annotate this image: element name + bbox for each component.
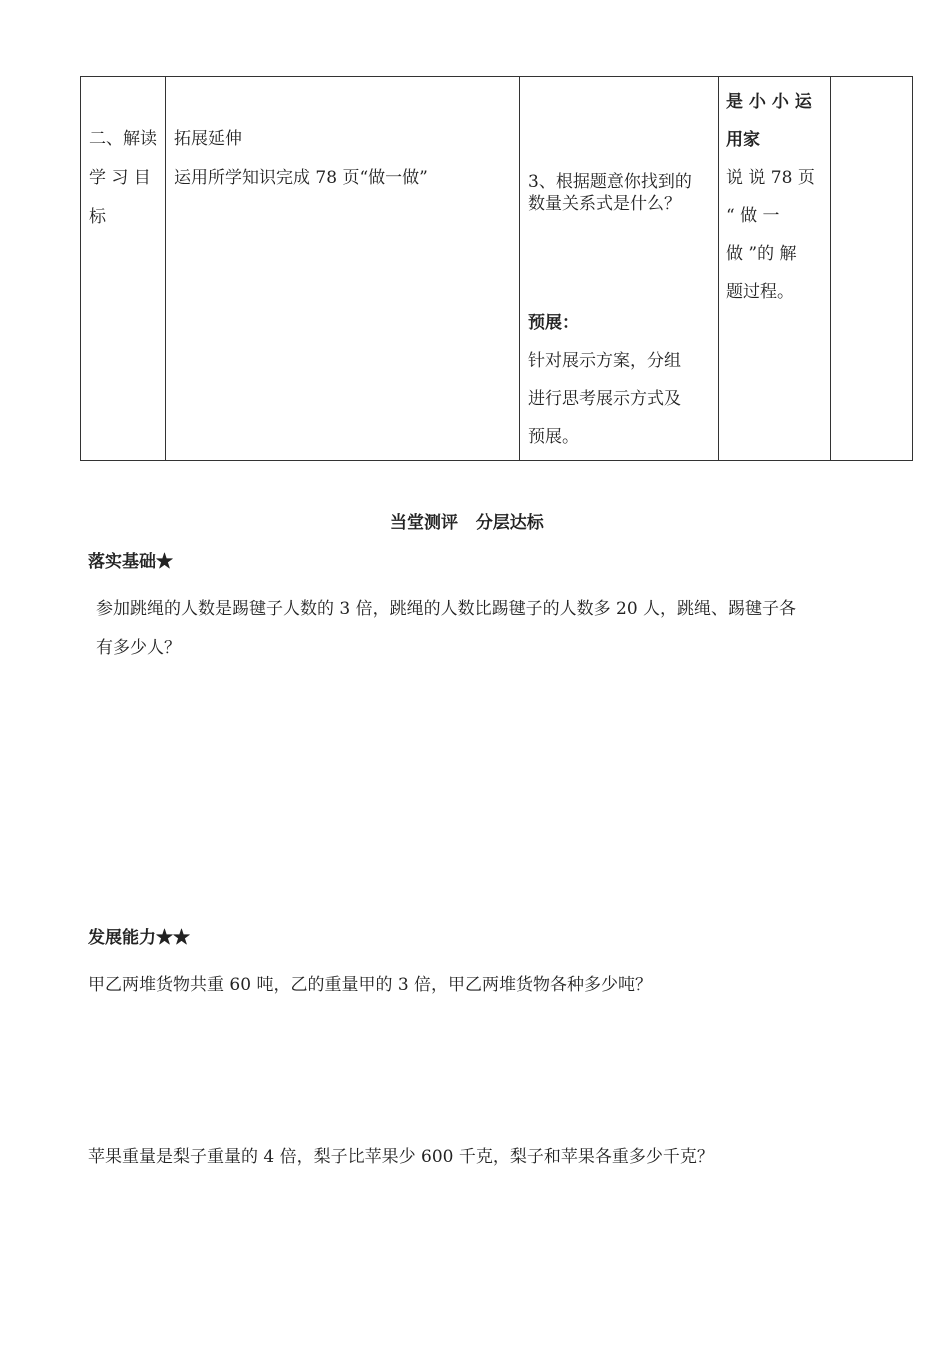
table-cell-empty	[831, 77, 913, 461]
lesson-table	[80, 76, 913, 461]
task-bold-line-2: 用家	[726, 130, 760, 150]
task-line-2: “ 做 一	[726, 206, 780, 226]
basic-label: 落实基础★	[88, 552, 173, 572]
question-line-2: 数量关系式是什么？	[528, 194, 681, 214]
stage-line-2: 学 习 目	[89, 168, 151, 188]
table-cell-stage	[81, 77, 166, 461]
advanced-problem-2: 苹果重量是梨子重量的 4 倍，梨子比苹果少 600 千克，梨子和苹果各重多少千克？	[88, 1147, 714, 1167]
advanced-label: 发展能力★★	[88, 928, 190, 948]
preview-line-1: 针对展示方案，分组	[528, 351, 681, 371]
table-cell-activity	[520, 77, 719, 461]
advanced-problem-1: 甲乙两堆货物共重 60 吨，乙的重量甲的 3 倍，甲乙两堆货物各种多少吨？	[88, 975, 653, 995]
task-line-3: 做 ”的 解	[726, 244, 797, 264]
task-bold-line-1: 是 小 小 运	[726, 92, 812, 112]
preview-label: 预展：	[528, 313, 579, 333]
table-cell-content	[166, 77, 520, 461]
preview-line-3: 预展。	[528, 427, 579, 447]
basic-problem-line-1: 参加跳绳的人数是踢毽子人数的 3 倍，跳绳的人数比踢毽子的人数多 20 人，跳绳、踢毽子各	[96, 599, 797, 619]
task-line-4: 题过程。	[726, 282, 794, 302]
question-line-1: 3、根据题意你找到的	[528, 172, 692, 192]
table-cell-task	[719, 77, 831, 461]
task-line-1: 说 说 78 页	[726, 168, 815, 188]
stage-line-1: 二、解读	[89, 129, 157, 149]
section-title: 当堂测评 分层达标	[390, 513, 544, 533]
basic-problem-line-2: 有多少人？	[96, 638, 181, 658]
content-heading: 拓展延伸	[174, 129, 242, 149]
stage-line-3: 标	[89, 207, 106, 227]
content-line: 运用所学知识完成 78 页“做一做”	[174, 168, 428, 188]
preview-line-2: 进行思考展示方式及	[528, 389, 681, 409]
